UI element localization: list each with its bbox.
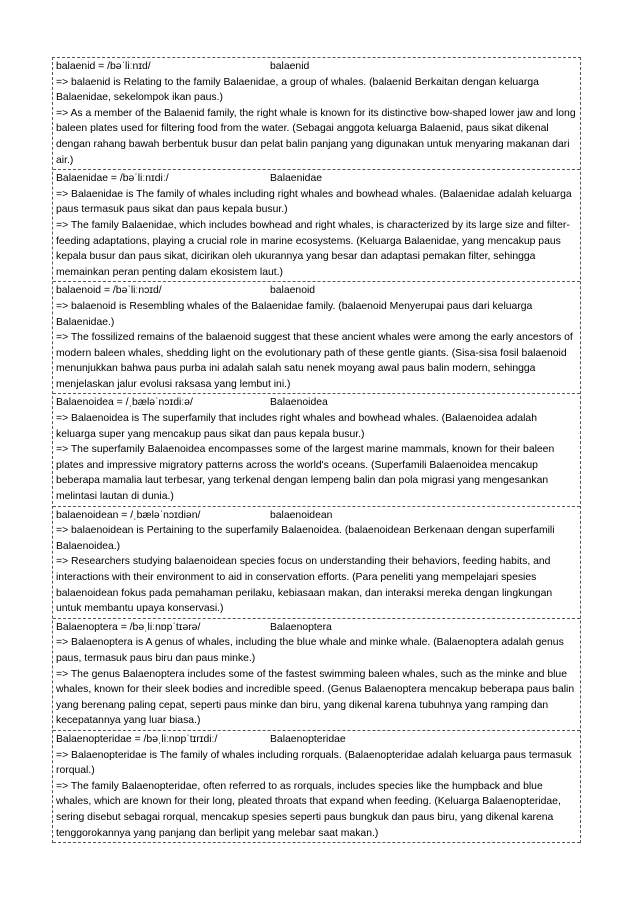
entry-header <box>56 620 578 636</box>
example: => The family Balaenidae, which includes bowhead and right whales, is characterized by its large size and filter-feeding adaptations, playing a crucial role in marine ecosystems. (Keluarga Balaenidae, yang mencakup paus kepala busur dan paus sikat, dicirikan oleh ukurannya yang besar dan adaptasi pemakan filter, sehingga memainkan peran penting dalam ekosistem laut.) <box>56 219 570 278</box>
definition: => Balaenopteridae is The family of whales including rorquals. (Balaenopteridae adalah keluarga paus termasuk rorqual.) <box>56 749 572 777</box>
pronunciation: balaenid = /bəˈliːnɪd/ <box>56 61 151 72</box>
entry <box>53 282 580 394</box>
pronunciation: Balaenopteridae = /bəˌliːnɒpˈtɪrɪdiː/ <box>56 733 218 745</box>
example: => The genus Balaenoptera includes some of the fastest swimming baleen whales, such as the minke and blue whales, known for their sleek bodies and incredible speed. (Genus Balaenoptera mencakup beberapa paus balin yang berenang paling cepat, seperti paus minke dan biru, yang dikenal karena tubuhnya yang ramping dan kecepatannya yang luar biasa.) <box>56 668 575 727</box>
pronunciation: balaenoidean = /ˌbæləˈnɔɪdiən/ <box>56 509 201 521</box>
entry-header <box>56 395 578 411</box>
example: => The fossilized remains of the balaenoid suggest that these ancient whales were among the early ancestors of modern baleen whales, shedding light on the evolutionary path of these gentle giants. (Sisa-sisa fosil balaenoid menunjukkan bahwa paus purba ini adalah salah satu nenek moyang awal paus balin modern, sehingga menjelaskan jalur evolusi raksasa yang lembut ini.) <box>56 332 573 390</box>
definition: => balaenid is Relating to the family Balaenidae, a group of whales. (balaenid Berkaitan dengan keluarga Balaenidae, sekelompok ikan paus.) <box>56 76 539 104</box>
headword: balaenid <box>270 61 310 72</box>
example: => The family Balaenopteridae, often referred to as rorquals, includes species like the humpback and blue whales, which are known for their long, pleated throats that expand when feeding. (Keluarga Balaenopteridae, sering disebut sebagai rorqual, mencakup spesies seperti paus bungkuk dan paus biru, yang dikenal karena tenggorokannya yang panjang dan berlipit yang melebar saat makan.) <box>56 780 561 839</box>
definition: => Balaenoidea is The superfamily that includes right whales and bowhead whales. (Balaenoidea adalah keluarga super yang mencakup paus sikat dan paus kepala busur.) <box>56 413 537 440</box>
entry <box>53 58 580 170</box>
definition: => Balaenoptera is A genus of whales, including the blue whale and minke whale. (Balaenoptera adalah genus paus, termasuk paus biru dan paus minke.) <box>56 637 564 664</box>
definition: => Balaenidae is The family of whales including right whales and bowhead whales. (Balaenidae adalah keluarga paus termasuk paus sikat dan paus kepala busur.) <box>56 188 572 216</box>
definition: => balaenoid is Resembling whales of the Balaenidae family. (balaenoid Menyerupai paus dari keluarga Balaenidae.) <box>56 300 533 328</box>
pronunciation: balaenoid = /bəˈliːnɔɪd/ <box>56 285 162 297</box>
example: => As a member of the Balaenid family, the right whale is known for its distinctive bow-shaped lower jaw and long baleen plates used for filtering food from the water. (Sebagai anggota keluarga Balaenid, paus sikat dikenal dengan rahang bawah berbentuk busur dan pelat balin panjang yang digunakan untuk menyaring makanan dari air.) <box>56 107 576 166</box>
headword: balaenoidean <box>270 509 333 521</box>
headword: balaenoid <box>270 285 316 297</box>
example: => The superfamily Balaenoidea encompasses some of the largest marine mammals, known for their baleen plates and impressive migratory patterns across the world's oceans. (Superfamili Balaenoidea mencakup beberapa mamalia laut terbesar, yang terkenal dengan lempeng balin dan pola migrasi yang mengesankan melintasi lautan di dunia.) <box>56 444 555 503</box>
entry <box>53 170 580 282</box>
entry-header <box>56 732 578 748</box>
entry-header <box>56 171 578 187</box>
entry <box>53 394 580 506</box>
definition: => balaenoidean is Pertaining to the superfamily Balaenoidea. (balaenoidean Berkenaan dengan superfamili Balaenoidea.) <box>56 525 555 552</box>
pronunciation: Balaenoptera = /bəˌliːnɒpˈtɪərə/ <box>56 621 201 633</box>
entry-header <box>56 508 578 524</box>
dictionary-table <box>52 57 581 843</box>
example: => Researchers studying balaenoidean species focus on understanding their behaviors, feeding habits, and interactions with their environment to aid in conservation efforts. (Para peneliti yang mempelajari spesies balaenoidean fokus pada pemahaman perilaku, kebiasaan makan, dan interaksi mereka dengan lingkungan untuk membantu upaya konservasi.) <box>56 556 553 615</box>
entry <box>53 507 580 619</box>
entry <box>53 731 580 843</box>
pronunciation: Balaenidae = /bəˈliːnɪdiː/ <box>56 173 169 185</box>
entry-header <box>56 283 578 299</box>
headword: Balaenoptera <box>270 621 332 633</box>
headword: Balaenidae <box>270 173 322 185</box>
entry-header <box>56 59 578 75</box>
headword: Balaenopteridae <box>270 733 346 745</box>
headword: Balaenoidea <box>270 397 328 409</box>
entry <box>53 619 580 731</box>
pronunciation: Balaenoidea = /ˌbæləˈnɔɪdiːə/ <box>56 397 193 409</box>
